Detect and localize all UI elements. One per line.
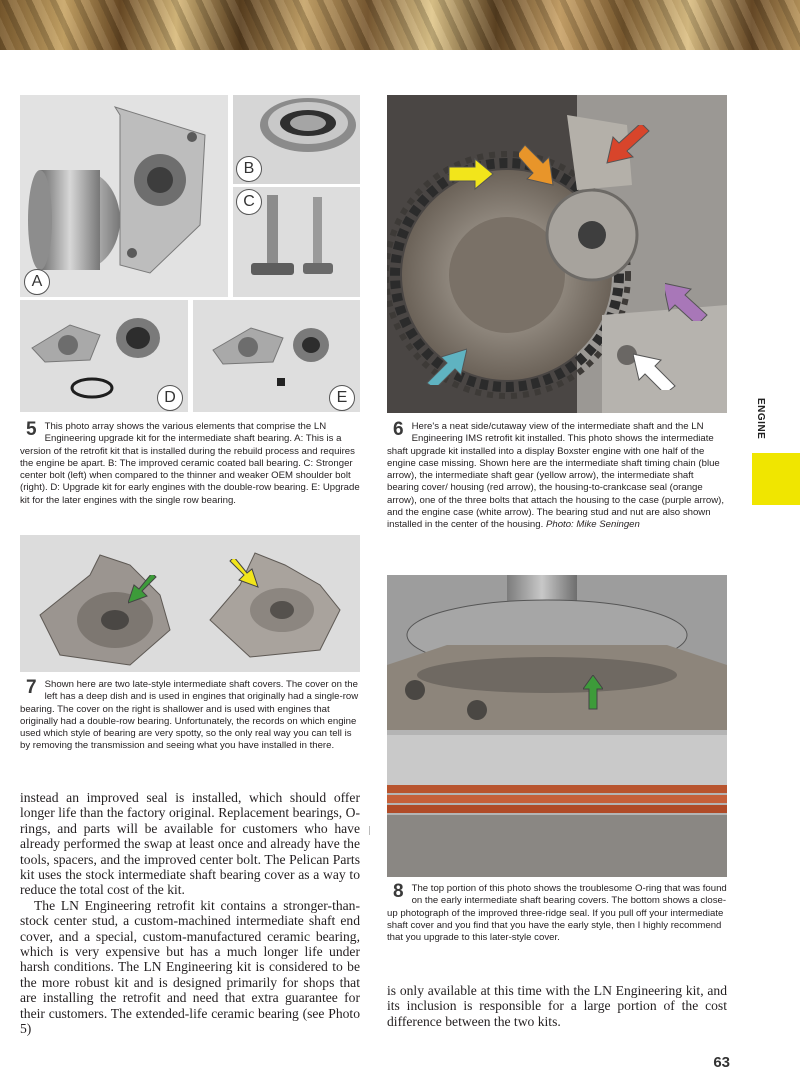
caption-photo-8 — [387, 883, 727, 944]
caption-text-6: Here's a neat side/cutaway view of the intermediate shaft and the LN Engineering IMS retrofit kit installed. This photo shows the intermediate shaft upgrade kit installed into a display Boxster engine with one half of the engine case missing. Shown here are the intermediate shaft timing chain (blue arrow), the intermediate shaft gear (yellow arrow), the intermediate shaft bearing cover/ housing (red arrow), the housing-to-crankcase seal (orange arrow), one of the three bolts that attach the housing to the case (purple arrow), and the engine case (white arrow). The bearing stud and nut are also shown installed in the center of the housing. — [387, 421, 725, 531]
photo-label-d: D — [157, 385, 183, 411]
body-paragraph: The LN Engineering retrofit kit contains a stronger-than-stock center stud, a custom-machined intermediate shaft end cover, and a special, custom-manufactured ceramic bearing, which is very expensive but has a much longer life under harsh conditions. The LN Engineering kit is considered to be the more robust kit and is designed primarily for shops that are installing the retrofit and need that extra guarantee for their customers. The extended-life ceramic bearing (see Photo 5) — [20, 897, 360, 1037]
caption-text-8: The top portion of this photo shows the troublesome O-ring that was found on the early intermediate shaft bearing covers. The bottom shows a close-up photograph of the improved three-ridge seal. If you pull off your intermediate shaft cover and you find that you have the early style, then I highly recommend that you upgrade to this later-style cover. — [387, 883, 727, 944]
photo-label-c: C — [236, 189, 262, 215]
arrow-yellow-right-cover — [228, 559, 260, 589]
body-paragraph: instead an improved seal is installed, which should offer longer life than the factory original. Replacement bearings, O-rings, and parts will be available for customers who have already performed the swap at least once and already have the tools, spacers, and the improved center bolt. The Pelican Parts kit uses the stock intermediate shaft bearing cover as a way to reduce the total cost of the kit. — [20, 790, 360, 898]
page-number: 63 — [713, 1054, 730, 1071]
section-tab — [752, 453, 800, 505]
arrow-green-o-ring — [583, 675, 603, 711]
photo-5b-ceramic-bearing — [233, 95, 360, 184]
caption-photo-5 — [20, 421, 360, 507]
caption-photo-6 — [387, 421, 727, 532]
photo-label-b: B — [236, 156, 262, 182]
header-image-strip — [0, 0, 800, 50]
arrow-orange-seal — [519, 143, 557, 189]
photo-5e-late-kit — [193, 300, 360, 412]
caption-photo-7 — [20, 679, 360, 753]
caption-text-7: Shown here are two late-style intermediate shaft covers. The cover on the left has a deep dish and is used in engines that originally had a single-row bearing. The cover on the right is shallower and is used with engines that originally had a double-row bearing. Unfortunately, the records on which engine used which style of bearing are very spotty, so the only real way you can tell is by removing the transmission and seeing what you have installed in there. — [20, 679, 359, 752]
arrow-green-left-cover — [128, 575, 158, 605]
gutter-mark — [369, 826, 370, 835]
photo-label-e: E — [329, 385, 355, 411]
arrow-red-bearing-cover — [605, 125, 651, 165]
photo-6-ims-cutaway — [387, 95, 727, 413]
section-label: ENGINE — [755, 398, 766, 440]
body-text-left-column — [20, 790, 360, 1037]
arrow-blue-timing-chain — [423, 345, 467, 385]
caption-number-5: 5 — [26, 419, 37, 440]
photo-5a-retrofit-kit — [20, 95, 228, 297]
photo-7-shaft-covers — [20, 535, 360, 672]
photo-5d-early-kit — [20, 300, 188, 412]
photo-8-seal-comparison — [387, 575, 727, 877]
caption-text-5: This photo array shows the various elements that comprise the LN Engineering upgrade kit for the intermediate shaft bearing. A: This is a version of the retrofit kit that is installed during the rebuild process and requires the engine be apart. B: The improved ceramic coated ball bearing. C: Stronger center bolt (left) when compared to the thinner and weaker OEM shoulder bolt (right). D: Upgrade kit for early engines with the double-row bearing. E: Upgrade kit for the later engines with the single row bearing. — [20, 421, 360, 506]
body-paragraph: is only available at this time with the LN Engineering kit, and its inclusion is responsible for a large portion of the cost difference between the two kits. — [387, 983, 727, 1029]
arrow-white-engine-case — [633, 350, 677, 390]
arrow-yellow-shaft-gear — [447, 157, 495, 191]
photo-label-a: A — [24, 269, 50, 295]
arrow-purple-bolt — [665, 277, 709, 321]
caption-number-7: 7 — [26, 677, 37, 698]
photo-5c-center-bolts — [233, 187, 360, 297]
caption-number-8: 8 — [393, 881, 404, 902]
caption-number-6: 6 — [393, 419, 404, 440]
body-text-right-column — [387, 983, 727, 1029]
photo-credit: Photo: Mike Seningen — [545, 519, 640, 531]
